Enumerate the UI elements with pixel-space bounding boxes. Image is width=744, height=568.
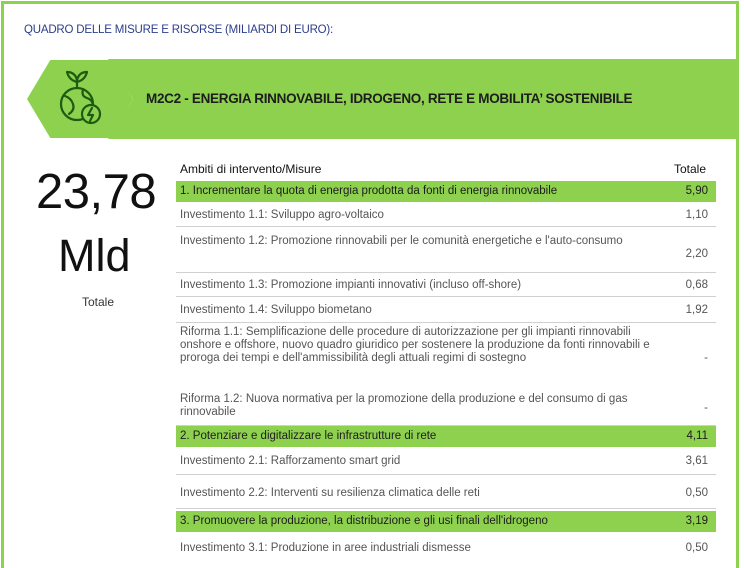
- total-amount: 23,78: [36, 165, 157, 219]
- row-label: Investimento 1.2: Promozione rinnovabili per le comunità energetiche e l'auto-consumo: [180, 235, 623, 247]
- row-value: 3,61: [685, 455, 708, 467]
- row-value: -: [704, 402, 708, 414]
- row-label: Investimento 3.1: Produzione in aree industriali dismesse: [180, 542, 471, 554]
- column-header-measures: Ambiti di intervento/Misure: [180, 162, 322, 176]
- row-value: 0,68: [685, 279, 708, 291]
- table-row: [176, 447, 716, 475]
- row-value: 3,19: [685, 515, 708, 527]
- row-label: Investimento 2.2: Interventi su resilienza climatica delle reti: [180, 487, 480, 499]
- row-value: 0,50: [685, 542, 708, 554]
- row-value: 1,92: [685, 304, 708, 316]
- column-header-total: Totale: [674, 162, 707, 176]
- row-label: Riforma 1.2: Nuova normativa per la promozione della produzione e del consumo di gas rinnovabile: [180, 393, 628, 418]
- table-row: [176, 426, 716, 447]
- row-label: Investimento 2.1: Rafforzamento smart grid: [180, 455, 401, 467]
- row-label: Investimento 1.1: Sviluppo agro-voltaico: [180, 209, 384, 221]
- row-value: 1,10: [685, 209, 708, 221]
- table-row: [176, 474, 716, 509]
- row-value: 5,90: [685, 185, 708, 197]
- table-row: [176, 181, 716, 202]
- table-row: [176, 226, 716, 273]
- table-row: [176, 532, 716, 562]
- total-unit: Mld: [58, 230, 131, 281]
- row-label: Investimento 1.4: Sviluppo biometano: [180, 304, 372, 316]
- table-row: [176, 202, 716, 227]
- table-row: [176, 272, 716, 297]
- globe-leaf-energy-icon: [53, 70, 107, 128]
- row-value: 4,11: [686, 430, 708, 442]
- row-label: Investimento 1.3: Promozione impianti innovativi (incluso off-shore): [180, 279, 522, 291]
- total-label: Totale: [82, 295, 115, 309]
- page-title: QUADRO DELLE MISURE E RISORSE (MILIARDI DI EURO):: [24, 24, 334, 36]
- table-row: [176, 511, 716, 532]
- row-label: 2. Potenziare e digitalizzare le infrastrutture di rete: [180, 430, 437, 442]
- row-value: -: [704, 352, 708, 364]
- row-value: 2,20: [685, 248, 708, 260]
- row-label: 3. Promuovere la produzione, la distribuzione e gli usi finali dell'idrogeno: [180, 515, 548, 527]
- table-row: [176, 322, 716, 392]
- table-row: [176, 296, 716, 323]
- mission-title: M2C2 - ENERGIA RINNOVABILE, IDROGENO, RETE E MOBILITA’ SOSTENIBILE: [146, 91, 633, 106]
- table-row: [176, 392, 716, 426]
- row-value: 0,50: [685, 487, 708, 499]
- row-label: Riforma 1.1: Semplificazione delle procedure di autorizzazione per gli impianti rinnovabili onshore e offshore, nuovo quadro giuridico per sostenere la produzione da fonti rinnovabili e proroga dei tempi e dell'ammissibilità degli attuali regimi di sostegno: [180, 326, 650, 364]
- row-label: 1. Incrementare la quota di energia prodotta da fonti di energia rinnovabile: [180, 185, 558, 197]
